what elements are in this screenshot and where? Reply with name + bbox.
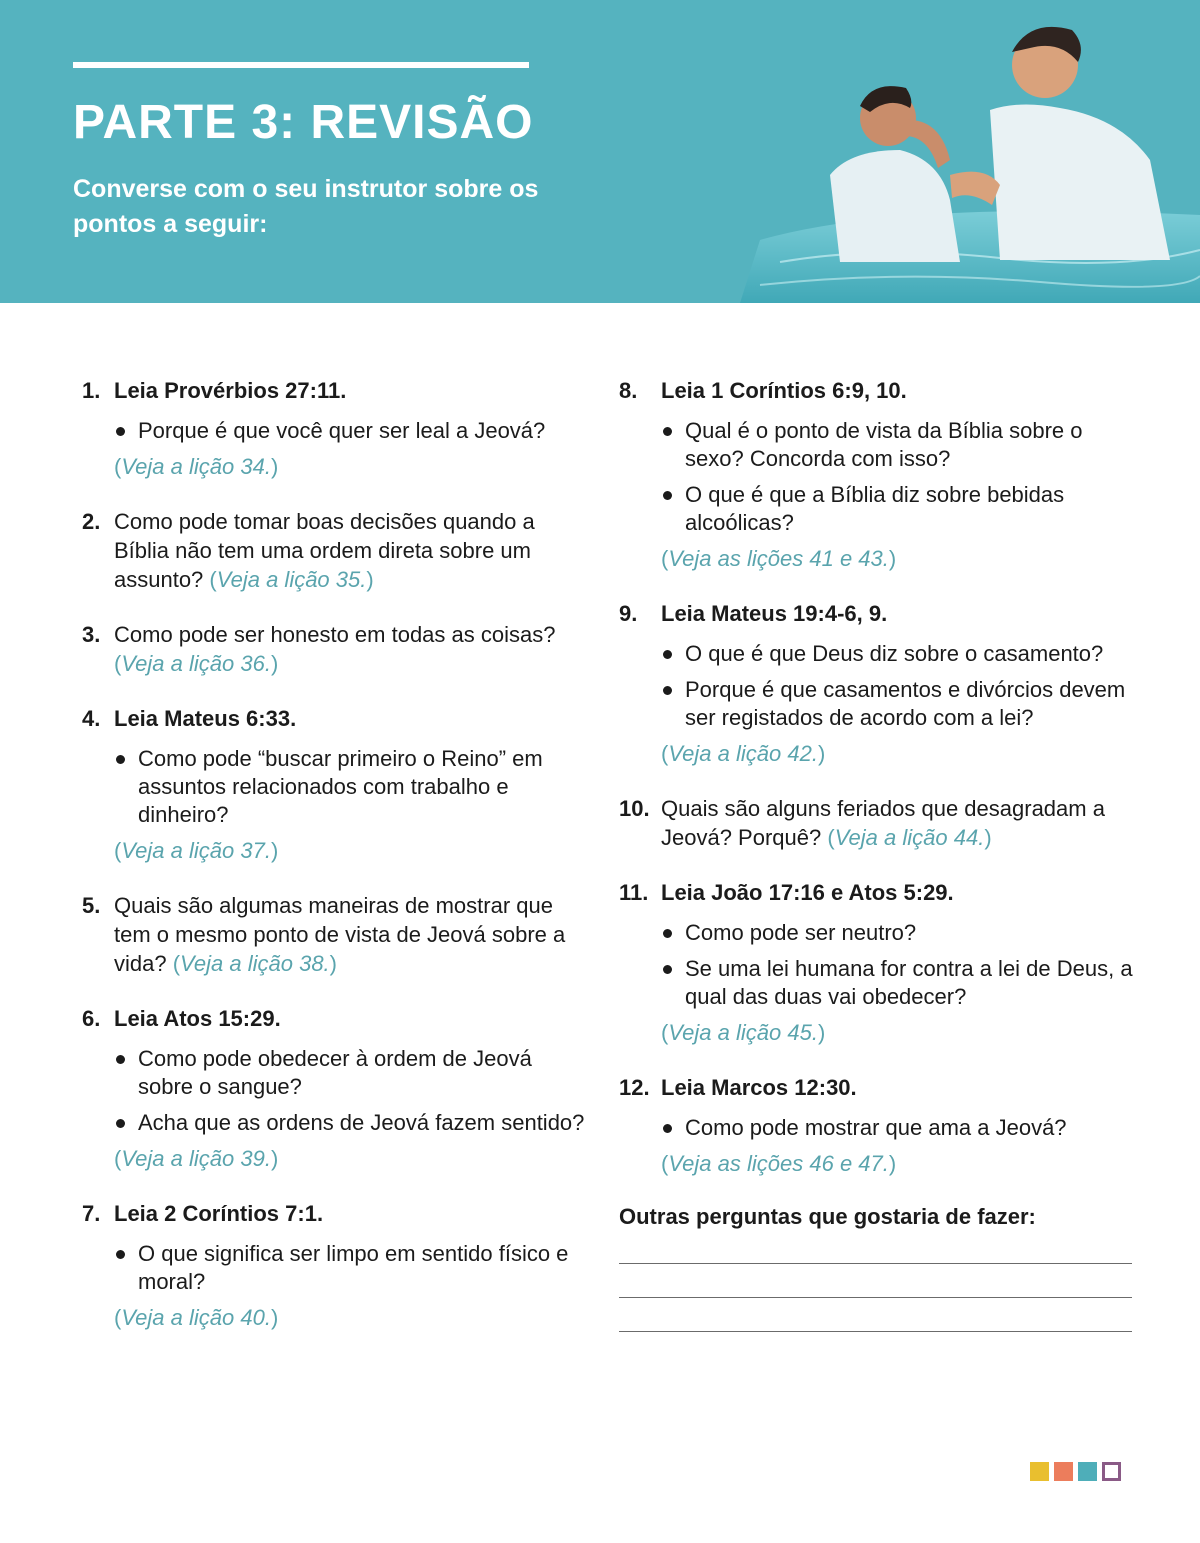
questions-column-right <box>619 376 1139 1332</box>
question-number: 12. <box>619 1075 650 1100</box>
question-item <box>82 1199 592 1332</box>
other-questions-title: Outras perguntas que gostaria de fazer: <box>619 1204 1036 1229</box>
bullet-list <box>661 1114 1139 1142</box>
question-number: 6. <box>82 1006 101 1031</box>
bullet-icon <box>663 1124 672 1133</box>
lesson-reference-text: Veja as lições 46 e 47. <box>668 1151 889 1176</box>
bullet-icon <box>663 427 672 436</box>
question-number: 7. <box>82 1201 101 1226</box>
question-number: 9. <box>619 601 638 626</box>
lesson-reference: (Veja a lição 34.) <box>114 454 279 479</box>
question-text-body: Como pode tomar boas decisões quando a Bíblia não tem uma ordem direta sobre um assunto? <box>114 509 535 592</box>
question-number: 2. <box>82 509 101 534</box>
question-item <box>82 891 592 978</box>
question-number: 5. <box>82 893 101 918</box>
question-number: 8. <box>619 378 638 403</box>
question-text-body: Quais são algumas maneiras de mostrar que tem o mesmo ponto de vista de Jeová sobre a vida? <box>114 893 566 976</box>
bullet-icon <box>663 650 672 659</box>
bullet-text: Porque é que casamentos e divórcios devem ser registados de acordo com a lei? <box>685 677 1126 730</box>
lesson-reference-text: Veja a lição 35. <box>216 567 367 592</box>
bullet-icon <box>663 491 672 500</box>
question-number: 4. <box>82 706 101 731</box>
lesson-reference-text: Veja a lição 40. <box>121 1305 271 1330</box>
question-text <box>114 507 592 594</box>
question-item <box>619 794 1139 852</box>
bullet-icon <box>116 1250 125 1259</box>
bullet-text: Como pode mostrar que ama a Jeová? <box>685 1115 1067 1140</box>
bullet-list <box>661 919 1139 1011</box>
question-text <box>661 794 1139 852</box>
lesson-reference-text: Veja a lição 44. <box>834 825 985 850</box>
bullet-text: O que significa ser limpo em sentido físico e moral? <box>138 1241 569 1294</box>
square-yellow-icon <box>1030 1462 1049 1481</box>
question-number: 10. <box>619 796 650 821</box>
question-text <box>114 620 592 678</box>
bullet-text: Como pode obedecer à ordem de Jeová sobre o sangue? <box>138 1046 532 1099</box>
question-text: Leia Atos 15:29. <box>114 1006 281 1031</box>
bullet-item <box>114 417 592 445</box>
question-item <box>619 599 1139 768</box>
bullet-text: Se uma lei humana for contra a lei de Deus, a qual das duas vai obedecer? <box>685 956 1133 1009</box>
question-text-body: Quais são alguns feriados que desagradam a Jeová? Porquê? <box>661 796 1105 850</box>
bullet-item <box>661 640 1139 668</box>
bullet-list <box>114 417 592 445</box>
bullet-text: Como pode “buscar primeiro o Reino” em assuntos relacionados com trabalho e dinheiro? <box>138 746 543 827</box>
question-text: Leia João 17:16 e Atos 5:29. <box>661 880 954 905</box>
question-text <box>114 891 592 978</box>
square-teal-icon <box>1078 1462 1097 1481</box>
lesson-reference: (Veja a lição 44.) <box>827 825 992 850</box>
answer-line[interactable] <box>619 1263 1132 1264</box>
bullet-list <box>114 745 592 829</box>
bullet-icon <box>116 427 125 436</box>
bullet-item <box>661 676 1139 732</box>
question-text: Leia Marcos 12:30. <box>661 1075 857 1100</box>
lesson-reference: (Veja a lição 40.) <box>114 1305 279 1330</box>
bullet-list <box>114 1240 592 1296</box>
lesson-reference: (Veja a lição 45.) <box>661 1020 826 1045</box>
lesson-reference: (Veja a lição 35.) <box>209 567 374 592</box>
bullet-icon <box>116 755 125 764</box>
answer-line[interactable] <box>619 1331 1132 1332</box>
bullet-text: Como pode ser neutro? <box>685 920 917 945</box>
question-text-body: Como pode ser honesto em todas as coisas? <box>114 622 556 647</box>
question-text: Leia Mateus 19:4-6, 9. <box>661 601 888 626</box>
question-number: 1. <box>82 378 101 403</box>
question-item <box>82 1004 592 1173</box>
bullet-text: Acha que as ordens de Jeová fazem sentido? <box>138 1110 585 1135</box>
lesson-reference: (Veja a lição 37.) <box>114 838 279 863</box>
square-orange-icon <box>1054 1462 1073 1481</box>
lesson-reference: (Veja a lição 39.) <box>114 1146 279 1171</box>
question-item <box>619 1073 1139 1178</box>
question-number: 11. <box>619 880 649 905</box>
question-item <box>82 704 592 865</box>
bullet-text: Porque é que você quer ser leal a Jeová? <box>138 418 546 443</box>
bullet-icon <box>663 929 672 938</box>
bullet-item <box>661 919 1139 947</box>
bullet-list <box>661 417 1139 537</box>
question-text: Leia Mateus 6:33. <box>114 706 297 731</box>
bullet-text: O que é que a Bíblia diz sobre bebidas alcoólicas? <box>685 482 1065 535</box>
lesson-reference: (Veja a lição 38.) <box>172 951 337 976</box>
bullet-item <box>661 417 1139 473</box>
bullet-item <box>114 745 592 829</box>
question-item <box>82 507 592 594</box>
page-subtitle: Converse com o seu instrutor sobre os pontos a seguir: <box>73 175 539 238</box>
bullet-item <box>114 1109 592 1137</box>
lesson-reference-text: Veja a lição 37. <box>121 838 271 863</box>
lesson-reference: (Veja as lições 41 e 43.) <box>661 546 897 571</box>
color-squares-decoration <box>1030 1462 1121 1481</box>
bullet-text: Qual é o ponto de vista da Bíblia sobre o sexo? Concorda com isso? <box>685 418 1083 471</box>
question-number: 3. <box>82 622 101 647</box>
questions-column-left <box>82 376 592 1358</box>
question-item <box>82 376 592 481</box>
page-header <box>0 0 1200 303</box>
bullet-icon <box>116 1055 125 1064</box>
lesson-reference: (Veja a lição 42.) <box>661 741 826 766</box>
question-item <box>619 878 1139 1047</box>
bullet-item <box>661 1114 1139 1142</box>
bullet-item <box>114 1240 592 1296</box>
lesson-reference-text: Veja a lição 42. <box>668 741 818 766</box>
bullet-text: O que é que Deus diz sobre o casamento? <box>685 641 1104 666</box>
lesson-reference-text: Veja a lição 34. <box>121 454 271 479</box>
square-outline-icon <box>1102 1462 1121 1481</box>
question-item <box>82 620 592 678</box>
lesson-reference-text: Veja a lição 38. <box>180 951 330 976</box>
question-text: Leia Provérbios 27:11. <box>114 378 347 403</box>
page-title: PARTE 3: REVISÃO <box>73 96 534 149</box>
bullet-item <box>661 955 1139 1011</box>
bullet-list <box>661 640 1139 732</box>
header-rule <box>73 62 529 68</box>
bullet-icon <box>116 1119 125 1128</box>
question-item <box>619 376 1139 573</box>
lesson-reference-text: Veja as lições 41 e 43. <box>668 546 889 571</box>
bullet-icon <box>663 686 672 695</box>
baptism-illustration <box>700 0 1200 303</box>
lesson-reference-text: Veja a lição 36. <box>121 651 271 676</box>
bullet-icon <box>663 965 672 974</box>
lesson-reference-text: Veja a lição 39. <box>121 1146 271 1171</box>
lesson-reference-text: Veja a lição 45. <box>668 1020 818 1045</box>
bullet-item <box>661 481 1139 537</box>
lesson-reference: (Veja a lição 36.) <box>114 651 279 676</box>
bullet-list <box>114 1045 592 1137</box>
bullet-item <box>114 1045 592 1101</box>
question-text: Leia 1 Coríntios 6:9, 10. <box>661 378 907 403</box>
lesson-reference: (Veja as lições 46 e 47.) <box>661 1151 897 1176</box>
answer-line[interactable] <box>619 1297 1132 1298</box>
question-text: Leia 2 Coríntios 7:1. <box>114 1201 324 1226</box>
